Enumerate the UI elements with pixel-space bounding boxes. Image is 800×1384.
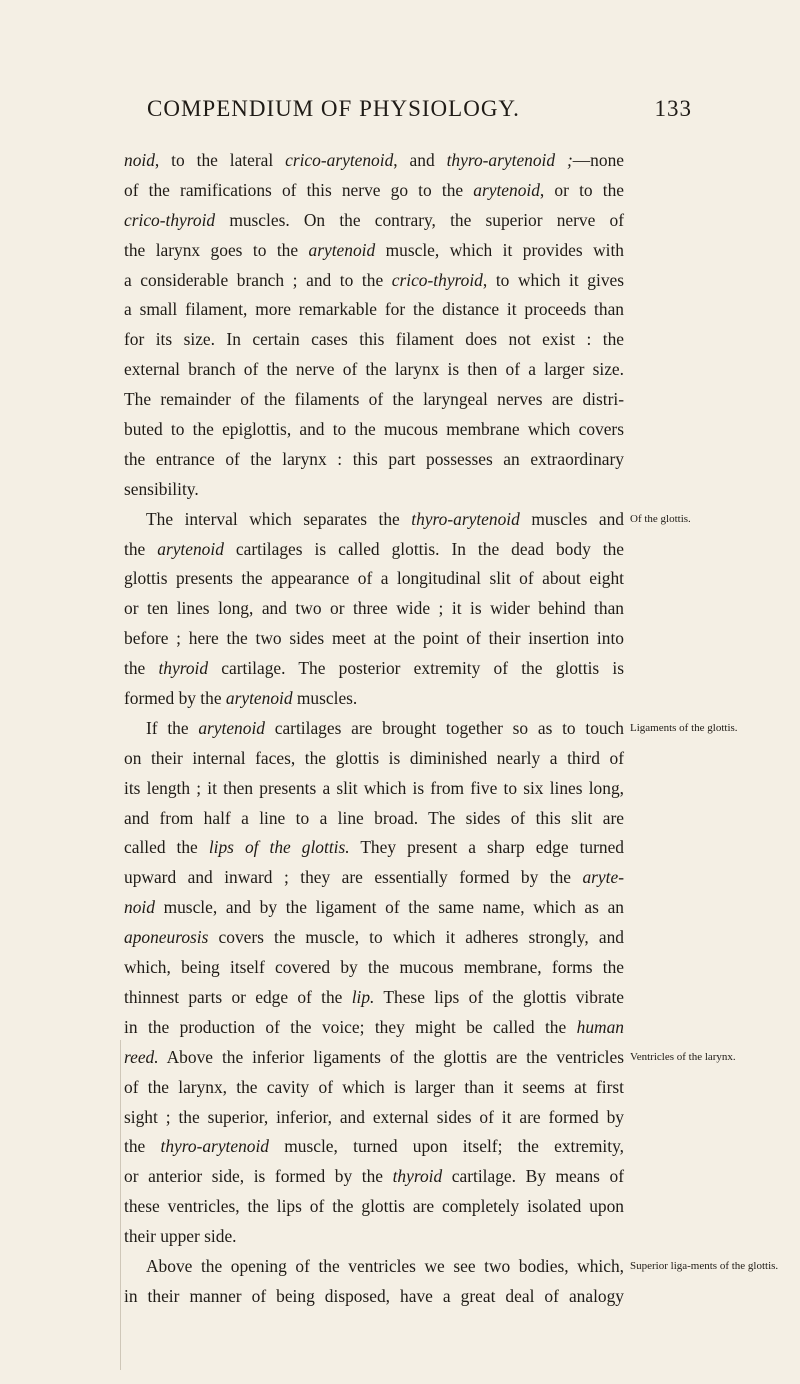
text-line [124,325,624,355]
text-run: a considerable branch ; and to the [124,269,392,290]
text-line [124,923,624,953]
text-line [124,1222,624,1252]
text-run: , to which it gives [482,269,624,290]
text-run: Above the opening of the ventricles we see two bodies, which, [146,1255,624,1276]
text-run: upward and inward ; they are essentially formed by the [124,867,583,888]
italic-term: aponeurosis [124,927,209,948]
text-run: They present a sharp edge turned [349,837,624,858]
text-run: thinnest parts or edge of the [124,986,352,1007]
text-run: the [124,658,159,679]
italic-term: human [576,1016,624,1037]
text-run: or anterior side, is formed by the [124,1166,393,1187]
text-run: muscles. On the contrary, the superior nerve of [215,209,624,230]
italic-term: lips of the glottis. [208,837,350,858]
text-run: or ten lines long, and two or three wide ; it is wider behind than [124,598,624,619]
page-number: 133 [654,96,692,121]
text-line [124,1103,624,1133]
italic-term: arytenoid [473,179,540,200]
text-run: the larynx goes to the [124,239,309,260]
italic-term: crico-arytenoid [285,150,394,170]
text-line [124,833,624,863]
margin-note: Of the glottis. [630,512,691,525]
text-run: these ventricles, the lips of the glottis are completely isolated upon [124,1196,624,1217]
text-run: external branch of the nerve of the larynx is then of a larger size. [124,359,624,380]
text-line [124,714,624,744]
text-run: Above the inferior ligaments of the glottis are the ventricles [158,1046,624,1067]
text-line [124,893,624,923]
text-run: These lips of the glottis vibrate [374,986,624,1007]
text-run: , and [393,150,447,170]
text-line [124,266,624,296]
text-run: glottis presents the appearance of a longitudinal slit of about eight [124,568,624,589]
text-run: sensibility. [124,478,199,499]
italic-term: aryte- [582,867,624,888]
text-run: cartilage. By means of [442,1166,625,1187]
text-line [124,744,624,774]
text-run: cartilages is called glottis. In the dead body the [223,538,625,559]
text-run: the [124,538,158,559]
italic-term: thyro-arytenoid [160,1136,270,1157]
italic-term: arytenoid [157,538,224,559]
text-run: , or to the [539,179,624,200]
text-run: of the larynx, the cavity of which is larger than it seems at first [124,1076,624,1097]
italic-term: thyro-arytenoid [411,508,520,529]
margin-note: Ligaments of the glottis. [630,722,738,735]
italic-term: arytenoid [308,239,376,260]
text-run: —none [572,150,624,170]
text-line [124,1132,624,1162]
text-run: which, being itself covered by the mucous membrane, forms the [124,957,624,978]
text-run: The remainder of the filaments of the laryngeal nerves are distri- [124,389,624,410]
text-line [124,863,624,893]
text-line [124,654,624,684]
text-line [124,445,624,475]
text-run: formed by the [124,688,226,709]
italic-term: crico-thyroid [124,209,216,230]
text-line [124,505,624,535]
text-line [124,684,624,714]
running-title: COMPENDIUM OF PHYSIOLOGY. [147,96,520,121]
text-run: called the [124,837,209,858]
text-run: before ; here the two sides meet at the point of their insertion into [124,628,624,649]
text-line [124,1192,624,1222]
text-line [124,475,624,505]
text-line [124,176,624,206]
text-line [124,1282,624,1312]
text-line [124,1043,624,1073]
text-line [124,385,624,415]
margin-note: Ventricles of the larynx. [630,1051,736,1063]
text-run: in the production of the voice; they might be called the [124,1016,577,1037]
text-run: muscle, and by the ligament of the same name, which as an [154,897,624,918]
text-run: muscles. [292,688,358,709]
text-line [124,206,624,236]
italic-term: noid [124,897,155,918]
italic-term: noid [124,150,155,170]
text-run: their upper side. [124,1226,237,1247]
text-run: , to the lateral [154,150,286,170]
italic-term: thyroid [158,658,209,679]
text-line [124,236,624,266]
text-run: cartilage. The posterior extremity of the glottis is [208,658,624,679]
text-run: cartilages are brought together so as to touch [264,717,624,738]
text-line [124,415,624,445]
text-run: covers the muscle, to which it adheres strongly, and [208,927,624,948]
margin-note: Superior liga-ments of the glottis. [630,1260,779,1273]
text-line [124,355,624,385]
text-line [124,624,624,654]
body-text [124,146,624,1312]
text-line [124,983,624,1013]
text-line [124,564,624,594]
italic-term: arytenoid [225,688,293,709]
text-line [124,295,624,325]
text-run: buted to the epiglottis, and to the mucous membrane which covers [124,419,624,440]
text-run: muscles and [519,508,624,529]
italic-term: thyroid [392,1166,443,1187]
text-run: the entrance of the larynx : this part possesses an extraordinary [124,448,624,469]
text-line [124,953,624,983]
text-line [124,804,624,834]
text-run: sight ; the superior, inferior, and external sides of it are formed by [124,1106,624,1127]
italic-term: arytenoid [198,717,265,738]
text-line [124,146,624,176]
italic-term: reed. [124,1046,159,1067]
text-run: and from half a line to a line broad. The sides of this slit are [124,807,624,828]
text-line [124,1162,624,1192]
text-run: on their internal faces, the glottis is diminished nearly a third of [124,747,624,768]
italic-term: crico-thyroid [391,269,483,290]
text-line [124,1013,624,1043]
text-line [124,774,624,804]
text-run: The interval which separates the [146,508,412,529]
text-run: a small filament, more remarkable for the distance it proceeds than [124,299,624,320]
text-run: muscle, turned upon itself; the extremity, [269,1136,624,1157]
text-run: muscle, which it provides with [375,239,624,260]
page-header [147,96,692,136]
text-line [124,1252,624,1282]
text-run: If the [146,717,199,738]
italic-term: thyro-arytenoid ; [446,150,573,170]
text-run: the [124,1136,161,1157]
text-line [124,535,624,565]
text-run: of the ramifications of this nerve go to the [124,179,474,200]
text-line [124,1073,624,1103]
text-line [124,594,624,624]
text-run: in their manner of being disposed, have a great deal of analogy [124,1285,624,1306]
page-edge-shadow [120,1040,121,1370]
italic-term: lip. [351,986,375,1007]
text-run: its length ; it then presents a slit which is from five to six lines long, [124,777,624,798]
text-run: for its size. In certain cases this filament does not exist : the [124,329,624,350]
